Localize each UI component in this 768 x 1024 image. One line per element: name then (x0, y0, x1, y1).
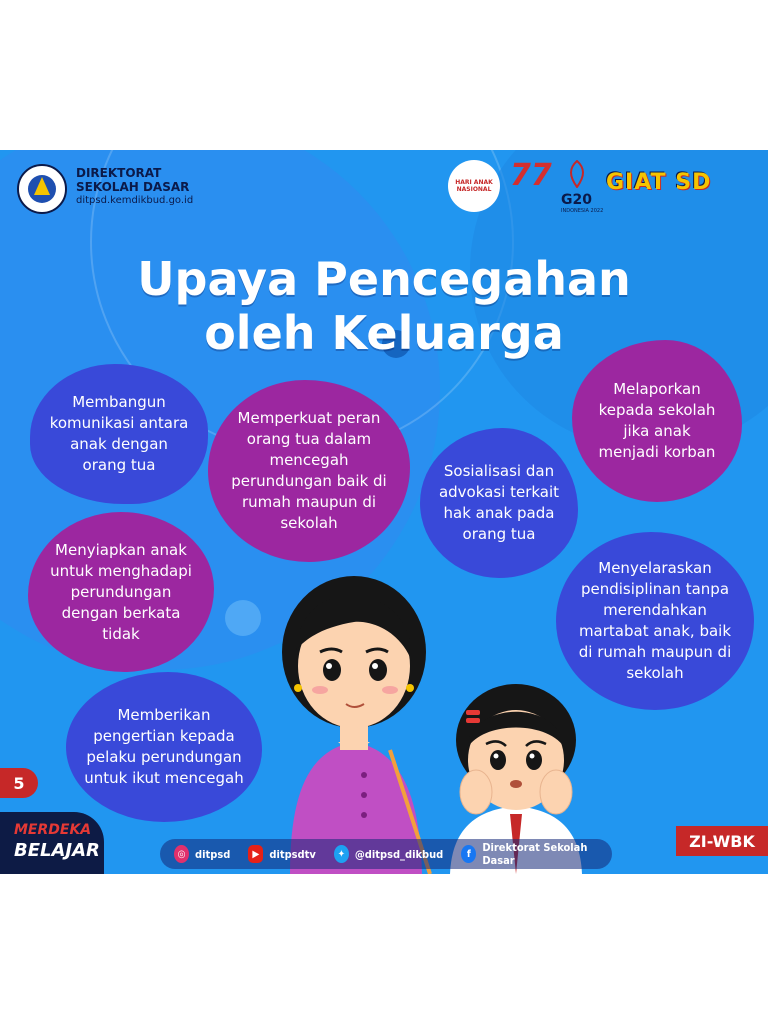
org-name-line1: DIREKTORAT (76, 166, 162, 180)
merdeka-belajar-badge (0, 812, 104, 874)
hari-anak-text: HARI ANAK NASIONAL (455, 179, 493, 193)
facebook-handle[interactable]: Direktorat Sekolah Dasar (482, 841, 588, 867)
page-number-badge (0, 768, 38, 798)
title-line1: Upaya Pencegahan (137, 252, 631, 306)
merdeka-line2: BELAJAR (14, 840, 100, 861)
bubble-komunikasi-text: Membangun komunikasi antara anak dengan orang tua (49, 393, 189, 474)
mother-child-illustration (270, 570, 590, 874)
bubble-sosialisasi (420, 428, 578, 578)
youtube-icon[interactable]: ▶ (248, 845, 263, 863)
title-line2: oleh Keluarga (204, 306, 564, 360)
page-number: 5 (13, 773, 25, 793)
bubble-peran (208, 380, 410, 562)
org-url: ditpsd.kemdikbud.go.id (76, 195, 194, 206)
bubble-menyelaraskan-text: Menyelaraskan pendisiplinan tanpa merendahkan martabat anak, baik di rumah maupun di sekolah (578, 559, 732, 682)
facebook-icon[interactable]: f (461, 845, 476, 863)
bubble-menyiapkan-text: Menyiapkan anak untuk menghadapi perundungan dengan berkata tidak (50, 540, 192, 643)
ditpsd-logo (14, 163, 70, 215)
twitter-handle[interactable]: @ditpsd_dikbud (354, 847, 444, 861)
bubble-menyiapkan (28, 512, 214, 672)
bg-dot-1 (225, 600, 261, 636)
youtube-handle[interactable]: ditpsdtv (269, 847, 316, 861)
zi-wbk-badge (676, 826, 768, 856)
bubble-melaporkan (572, 340, 742, 502)
social-media-bar (160, 839, 612, 869)
bubble-peran-text: Memperkuat peran orang tua dalam mencegah perundungan baik di rumah maupun di sekolah (231, 409, 387, 532)
bubble-pengertian (66, 672, 262, 822)
twitter-icon[interactable]: ✦ (334, 845, 349, 863)
logo-77: 77 (510, 158, 552, 193)
bubble-melaporkan-text: Melaporkan kepada sekolah jika anak menjadi korban (598, 380, 716, 461)
instagram-handle[interactable]: ditpsd (195, 847, 231, 861)
org-name-line2: SEKOLAH DASAR (76, 180, 190, 194)
g20-text: G20 (561, 192, 592, 208)
g20-logo-mark (566, 160, 588, 188)
hari-anak-logo (448, 160, 500, 212)
giat-sd-logo: GIAT SD (606, 170, 712, 195)
instagram-icon[interactable]: ◎ (174, 845, 189, 863)
bubble-komunikasi (30, 364, 208, 504)
bubble-pengertian-text: Memberikan pengertian kepada pelaku perundungan untuk ikut mencegah (84, 706, 244, 787)
merdeka-line1: MERDEKA (14, 822, 92, 838)
bubble-sosialisasi-text: Sosialisasi dan advokasi terkait hak anak pada orang tua (438, 462, 560, 543)
g20-subtext: INDONESIA 2022 (561, 208, 604, 214)
zi-wbk-text: ZI-WBK (689, 831, 755, 851)
